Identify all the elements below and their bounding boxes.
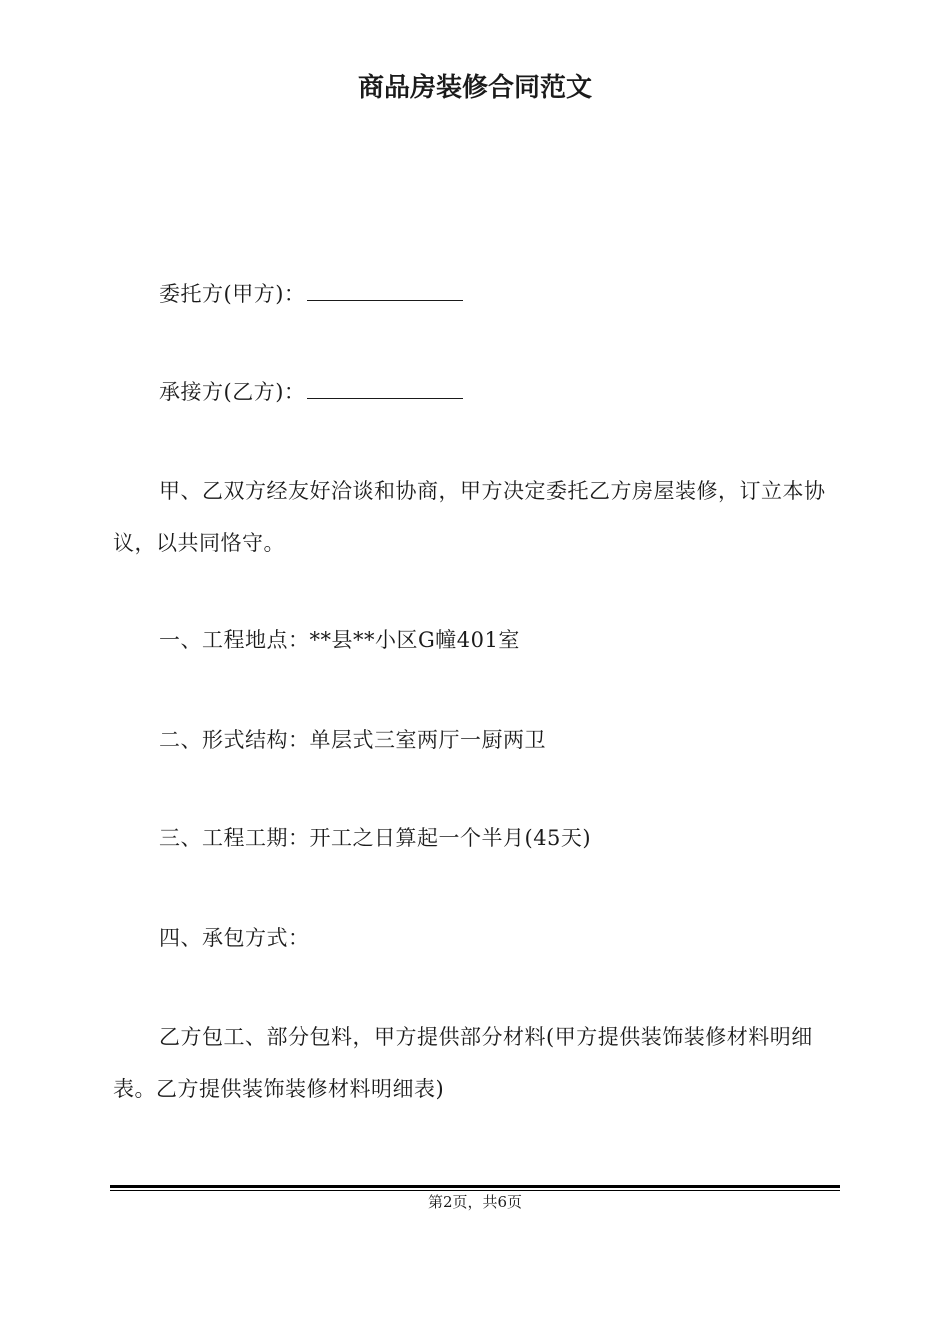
page-number: 第2页，共6页 <box>427 1193 523 1211</box>
party-a-label: 委托方(甲方)： <box>159 282 306 306</box>
clause-4-detail: 乙方包工、部分包料，甲方提供部分材料(甲方提供装饰装修材料明细表。乙方提供装饰装修材料明细表) <box>113 1025 813 1101</box>
footer-divider <box>110 1185 840 1188</box>
clause-3: 三、工程工期：开工之日算起一个半月(45天) <box>159 826 592 850</box>
party-b-line <box>113 366 843 418</box>
clause-2: 二、形式结构：单层式三室两厅一厨两卫 <box>159 728 546 752</box>
party-b-label: 承接方(乙方)： <box>159 380 306 404</box>
clause-1: 一、工程地点：**县**小区G幢401室 <box>159 628 520 652</box>
party-b-blank <box>307 397 463 399</box>
footer-divider-thin <box>110 1190 840 1191</box>
party-a-blank <box>307 299 463 301</box>
clause-4: 四、承包方式： <box>159 926 310 950</box>
party-a-line <box>113 268 843 320</box>
intro-paragraph: 甲、乙双方经友好洽谈和协商，甲方决定委托乙方房屋装修，订立本协议，以共同恪守。 <box>113 479 826 555</box>
document-title: 商品房装修合同范文 <box>357 73 592 103</box>
